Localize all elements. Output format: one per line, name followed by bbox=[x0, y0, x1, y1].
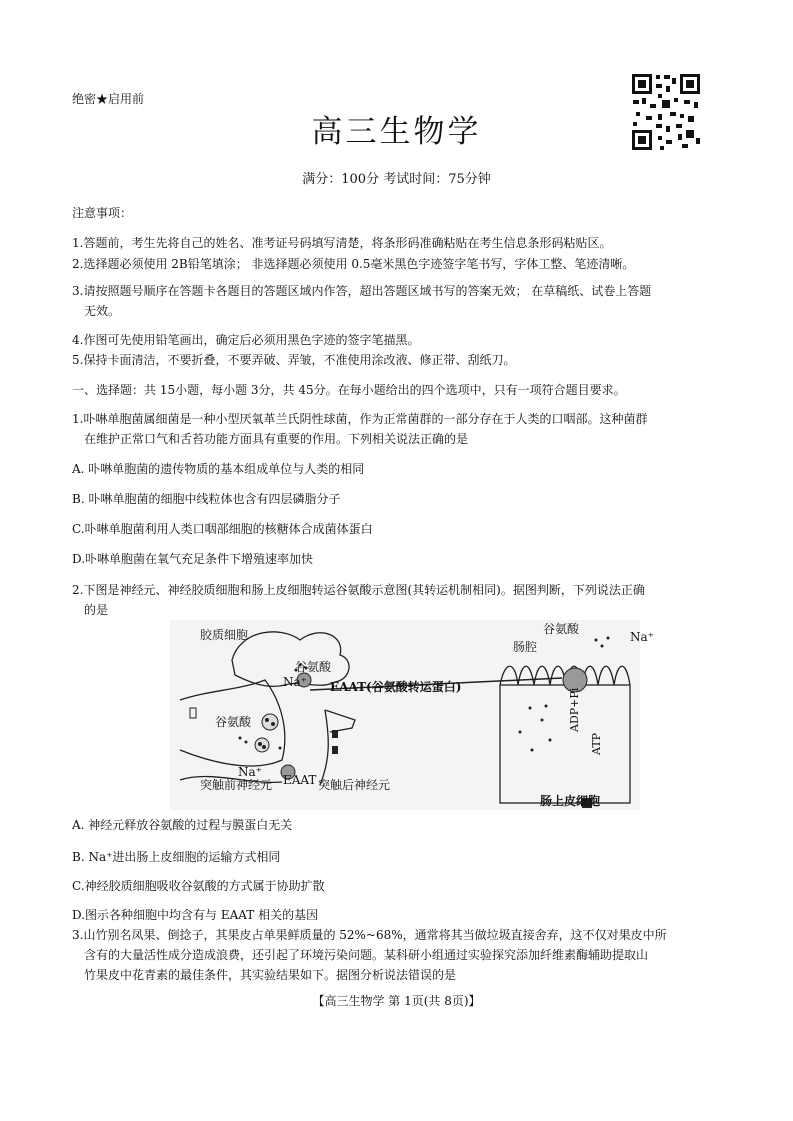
page-footer: 【高三生物学 第 1页(共 8页)】 bbox=[312, 994, 481, 1008]
question-2-stem-cont: 的是 bbox=[84, 603, 109, 617]
fig-label-presynaptic: 突触前神经元 bbox=[200, 778, 273, 792]
exam-title: 高三生物学 bbox=[311, 114, 482, 150]
question-3-stem: 3.山竹别名凤果、倒捻子，其果皮占单果鲜质量的 52%~68%，通常将其当做垃圾直接舍弃，这不仅对果皮中所 bbox=[72, 928, 667, 942]
fig-label-eaat: EAAT bbox=[283, 773, 317, 787]
fig-label-glutamate: 谷氨酸 bbox=[543, 622, 580, 636]
fig-label-eaat-protein: EAAT(谷氨酸转运蛋白) bbox=[330, 680, 462, 694]
question-3-stem-cont: 含有的大量活性成分造成浪费，还引起了环境污染问题。某科研小组通过实验探究添加纤维素酶辅助提取山 bbox=[84, 948, 649, 962]
exam-subtitle: 满分：100分 考试时间：75分钟 bbox=[302, 172, 491, 187]
note-item: 1.答题前，考生先将自己的姓名、准考证号码填写清楚，将条形码准确粘贴在考生信息条形码粘贴区。 bbox=[72, 236, 612, 250]
note-item: 3.请按照题号顺序在答题卡各题目的答题区域内作答，超出答题区域书写的答案无效； 在草稿纸、试卷上答题 bbox=[72, 284, 652, 298]
q1-option-b: B. 卟啉单胞菌的细胞中线粒体也含有四层磷脂分子 bbox=[72, 492, 341, 506]
fig-label-na: Na⁺ bbox=[238, 765, 262, 779]
section-heading: 一、选择题：共 15小题，每小题 3分，共 45分。在每小题给出的四个选项中，只有一项符合题目要求。 bbox=[72, 383, 626, 397]
question-2-stem: 2.下图是神经元、神经胶质细胞和肠上皮细胞转运谷氨酸示意图(其转运机制相同)。据图判断，下列说法正确 bbox=[72, 583, 645, 597]
notes-heading: 注意事项： bbox=[72, 206, 133, 220]
q2-option-b: B. Na⁺进出肠上皮细胞的运输方式相同 bbox=[72, 850, 281, 864]
fig-label-lumen: 肠腔 bbox=[513, 640, 538, 654]
question-1-stem: 1.卟啉单胞菌属细菌是一种小型厌氧革兰氏阴性球菌，作为正常菌群的一部分存在于人类的口咽部。这种菌群 bbox=[72, 412, 648, 426]
question-1-stem-cont: 在维护正常口气和舌苔功能方面具有重要的作用。下列相关说法正确的是 bbox=[84, 432, 469, 446]
fig-label-glutamate: 谷氨酸 bbox=[215, 715, 252, 729]
note-item: 4.作图可先使用铅笔画出，确定后必须用黑色字迹的签字笔描黑。 bbox=[72, 333, 420, 347]
q2-option-a: A. 神经元释放谷氨酸的过程与膜蛋白无关 bbox=[72, 818, 293, 832]
q2-option-c: C.神经胶质细胞吸收谷氨酸的方式属于协助扩散 bbox=[72, 879, 325, 893]
note-item: 5.保持卡面清洁，不要折叠，不要弄破、弄皱，不准使用涂改液、修正带、刮纸刀。 bbox=[72, 353, 516, 367]
fig-label-atp: ATP bbox=[590, 732, 603, 755]
q1-option-a: A. 卟啉单胞菌的遗传物质的基本组成单位与人类的相同 bbox=[72, 462, 365, 476]
confidential-mark: 绝密★启用前 bbox=[72, 92, 145, 106]
note-item: 2.选择题必须使用 2B铅笔填涂； 非选择题必须使用 0.5毫米黑色字迹签字笔书写，字体工整、笔迹清晰。 bbox=[72, 257, 635, 271]
note-item-continued: 无效。 bbox=[84, 304, 121, 318]
question-3-stem-cont: 竹果皮中花青素的最佳条件，其实验结果如下。据图分析说法错误的是 bbox=[84, 968, 457, 982]
fig-label-epithelial: 肠上皮细胞 bbox=[540, 794, 601, 808]
q1-option-c: C.卟啉单胞菌利用人类口咽部细胞的核糖体合成菌体蛋白 bbox=[72, 522, 373, 536]
q1-option-d: D.卟啉单胞菌在氧气充足条件下增殖速率加快 bbox=[72, 552, 314, 566]
fig-label-glutamate: 谷氨酸 bbox=[295, 660, 332, 674]
fig-label-adp: ADP+Pi bbox=[568, 687, 581, 732]
q2-option-d: D.图示各种细胞中均含有与 EAAT 相关的基因 bbox=[72, 908, 319, 922]
fig-label-na: Na⁺ bbox=[630, 630, 654, 644]
fig-label-glia: 胶质细胞 bbox=[200, 628, 249, 642]
fig-label-postsynaptic: 突触后神经元 bbox=[318, 778, 391, 792]
fig-label-na: Na⁺ bbox=[283, 675, 307, 689]
